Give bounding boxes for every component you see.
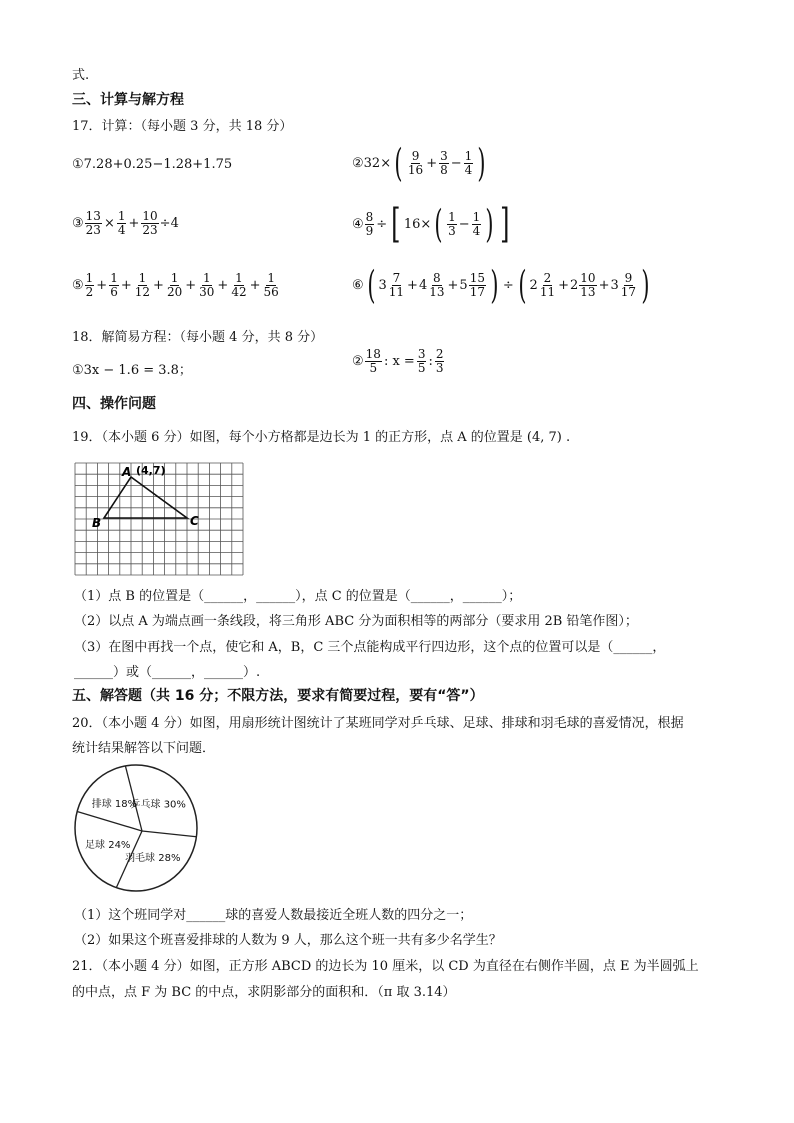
- q17-problem-5: ⑤ $\frac{1}{2}$ + $\frac{1}{6}$ + $\frac{1}{12}$ + $\frac{1}{20}$ + $\frac{1}{30}$ + $\frac{1}{42}$ + $\frac{1}{56}$: [72, 271, 279, 299]
- q19-sub-3a: （3）在图中再找一个点，使它和 A，B，C 三个点能构成平行四边形，这个点的位置可以是（______，: [74, 640, 666, 655]
- q18-intro: 18．解简易方程：（每小题 4 分，共 8 分）: [72, 330, 324, 345]
- label-a-coord: (4,7): [136, 464, 166, 477]
- pie-chart: [72, 762, 200, 894]
- fraction: $\frac{1}{30}$: [199, 271, 215, 299]
- q20-intro-1: 20．（本小题 4 分）如图，用扇形统计图统计了某班同学对乒乓球、足球、排球和羽毛球的喜爱情况，根据: [72, 716, 684, 731]
- section-heading-4: 四、操作问题: [72, 396, 156, 412]
- q20-sub-1: （1）这个班同学对______球的喜爱人数最接近全班人数的四分之一；: [74, 908, 473, 923]
- label-b: B: [92, 516, 102, 530]
- q21-line-2: 的中点，点 F 为 BC 的中点，求阴影部分的面积和．（π 取 3.14）: [72, 985, 456, 1000]
- paren-left: (: [394, 141, 403, 185]
- section-heading-5: 五、解答题（共 16 分；不限方法，要求有简要过程，要有“答”）: [72, 688, 484, 704]
- fraction: $\frac{9}{16}$: [407, 148, 424, 177]
- q18-problem-2: ② $\frac{18}{5}$ : x = $\frac{3}{5}$ : $\frac{2}{3}$: [352, 347, 444, 375]
- label-a: A: [122, 465, 132, 479]
- continued-text: 式.: [72, 68, 90, 83]
- pie-outline: [75, 765, 197, 891]
- fraction: $\frac{10}{23}$: [142, 209, 158, 237]
- q21-line-1: 21．（本小题 4 分）如图，正方形 ABCD 的边长为 10 厘米，以 CD 为直径在右侧作半圆，点 E 为半圆弧上: [72, 959, 699, 974]
- q17-problem-1: ①7.28+0.25−1.28+1.75: [72, 157, 233, 172]
- fraction: $\frac{1}{42}$: [231, 271, 247, 299]
- q17-problem-4: ④ $\frac{8}{9}$ ÷ [ 16× ( $\frac{1}{3}$ − $\frac{1}{4}$ ) ]: [352, 201, 510, 247]
- triangle-abc: [104, 477, 187, 518]
- pie-slice-label: 乒乓球 30%: [130, 799, 186, 811]
- fraction: $\frac{1}{4}$: [117, 209, 126, 237]
- fraction: $\frac{1}{3}$: [448, 209, 456, 238]
- grid-figure: [72, 460, 248, 578]
- q20-sub-2: （2）如果这个班喜爱排球的人数为 9 人，那么这个班一共有多少名学生？: [74, 933, 502, 948]
- fraction: $\frac{3}{8}$: [440, 148, 448, 177]
- fraction: $\frac{13}{23}$: [85, 209, 101, 237]
- q17-problem-2: ②32× ( $\frac{9}{16}$ + $\frac{3}{8}$ − $\frac{1}{4}$ ): [352, 141, 486, 185]
- fraction: $\frac{1}{20}$: [166, 271, 183, 299]
- fraction: $\frac{1}{12}$: [134, 271, 151, 299]
- paren-right: ): [477, 141, 486, 185]
- label-c: C: [190, 514, 199, 528]
- fraction: $\frac{1}{2}$: [85, 271, 94, 299]
- pie-slice-label: 羽毛球 28%: [125, 852, 181, 864]
- section-heading-3: 三、计算与解方程: [72, 92, 184, 108]
- q19-sub-3b: ______）或（______，______）.: [74, 665, 261, 680]
- q17-problem-6: ⑥ ( 3 $\frac{7}{11}$ + 4 $\frac{8}{13}$ + 5 $\frac{15}{17}$ ) ÷ ( 2 $\frac{2}{11}$ + 2 $\frac{10}{13}$ + 3 $\frac{9}{17}$ ): [352, 263, 650, 307]
- q19-sub-2: （2）以点 A 为端点画一条线段，将三角形 ABC 分为面积相等的两部分（要求用 2B 铅笔作图）；: [74, 614, 638, 629]
- fraction: $\frac{1}{4}$: [472, 209, 481, 238]
- q17-problem-3: ③ $\frac{13}{23}$ × $\frac{1}{4}$ + $\frac{10}{23}$ ÷4: [72, 209, 179, 237]
- fraction: $\frac{8}{9}$: [365, 209, 374, 238]
- q19-sub-1: （1）点 B 的位置是（______，______），点 C 的位置是（______，______）；: [74, 589, 522, 604]
- pie-slice-label: 足球 24%: [85, 839, 131, 851]
- q17-p2-prefix: ②32×: [352, 155, 392, 171]
- fraction: $\frac{1}{6}$: [110, 271, 118, 299]
- fraction: $\frac{1}{56}$: [263, 271, 279, 299]
- q17-intro: 17．计算：（每小题 3 分，共 18 分）: [72, 119, 293, 134]
- q18-problem-1: ①3x − 1.6 = 3.8；: [72, 363, 192, 378]
- q19-intro: 19．（本小题 6 分）如图，每个小方格都是边长为 1 的正方形，点 A 的位置是 (4, 7) .: [72, 430, 571, 445]
- pie-slice-label: 排球 18%: [91, 798, 138, 810]
- q20-intro-2: 统计结果解答以下问题．: [72, 741, 216, 756]
- fraction: $\frac{1}{4}$: [464, 148, 473, 177]
